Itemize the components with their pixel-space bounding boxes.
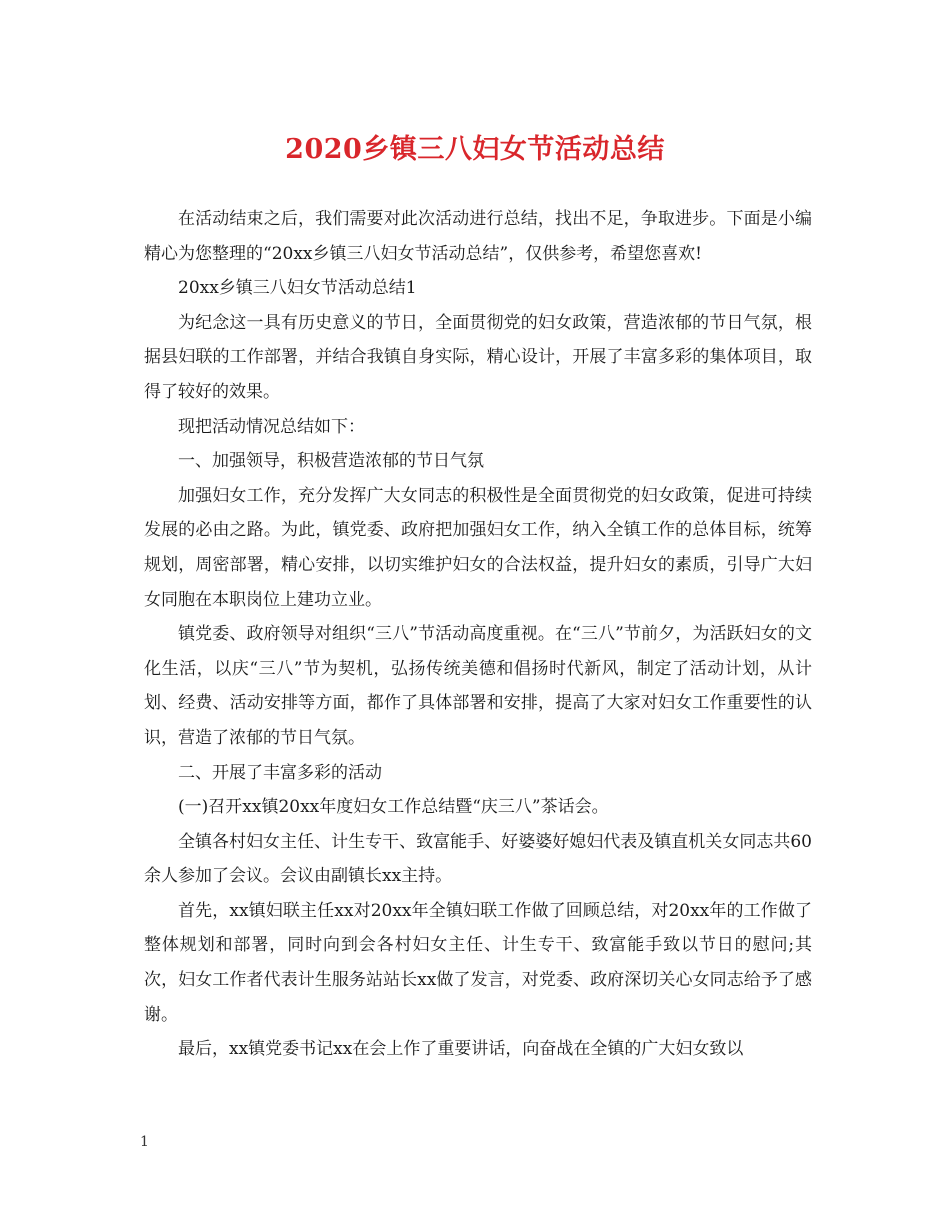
paragraph: 全镇各村妇女主任、计生专干、致富能手、好婆婆好媳妇代表及镇直机关女同志共60 余人参加了会议。会议由副镇长xx主持。 (144, 831, 812, 887)
paragraph-heading: 一、加强领导，积极营造浓郁的节日气氛 (178, 451, 484, 472)
paragraph: 镇党委、政府领导对组织“三八”节活动高度重视。在“三八”节前夕，为活跃妇女的文化生活，以庆“三八”节为契机，弘扬传统美德和倡扬时代新风，制定了活动计划，从计划、经费、活动安排等方面，都作了具体部署和安排，提高了大家对妇女工作重要性的认识，营造了浓郁的节日气氛。 (144, 624, 812, 748)
paragraph: 最后，xx镇党委书记xx在会上作了重要讲话，向奋战在全镇的广大妇女致以 (178, 1039, 744, 1060)
paragraph: 现把活动情况总结如下： (178, 416, 365, 437)
paragraph-subheading: (一)召开xx镇20xx年度妇女工作总结暨“庆三八”茶话会。 (178, 797, 609, 818)
document-title: 2020乡镇三八妇女节活动总结 (285, 134, 665, 165)
paragraph: 首先，xx镇妇联主任xx对20xx年全镇妇联工作做了回顾总结，对20xx年的工作做了整体规划和部署，同时向到会各村妇女主任、计生专干、致富能手致以节日的慰问;其次，妇女工作者代表计生服务站站长xx做了发言，对党委、政府深切关心女同志给予了感谢。 (144, 900, 812, 1025)
page-number: 1 (140, 1134, 149, 1150)
paragraph-intro: 在活动结束之后，我们需要对此次活动进行总结，找出不足，争取进步。下面是小编精心为您整理的“20xx乡镇三八妇女节活动总结”，仅供参考，希望您喜欢! (144, 209, 812, 264)
paragraph-section-title: 20xx乡镇三八妇女节活动总结1 (178, 278, 417, 299)
paragraph: 加强妇女工作，充分发挥广大女同志的积极性是全面贯彻党的妇女政策，促进可持续发展的必由之路。为此，镇党委、政府把加强妇女工作，纳入全镇工作的总体目标，统筹规划，周密部署，精心安排，以切实维护妇女的合法权益，提升妇女的素质，引导广大妇女同胞在本职岗位上建功立业。 (144, 485, 812, 610)
paragraph: 为纪念这一具有历史意义的节日，全面贯彻党的妇女政策，营造浓郁的节日气氛，根据县妇联的工作部署，并结合我镇自身实际，精心设计，开展了丰富多彩的集体项目，取得了较好的效果。 (144, 312, 812, 402)
paragraph-heading: 二、开展了丰富多彩的活动 (178, 762, 382, 783)
document-body (144, 202, 812, 1067)
